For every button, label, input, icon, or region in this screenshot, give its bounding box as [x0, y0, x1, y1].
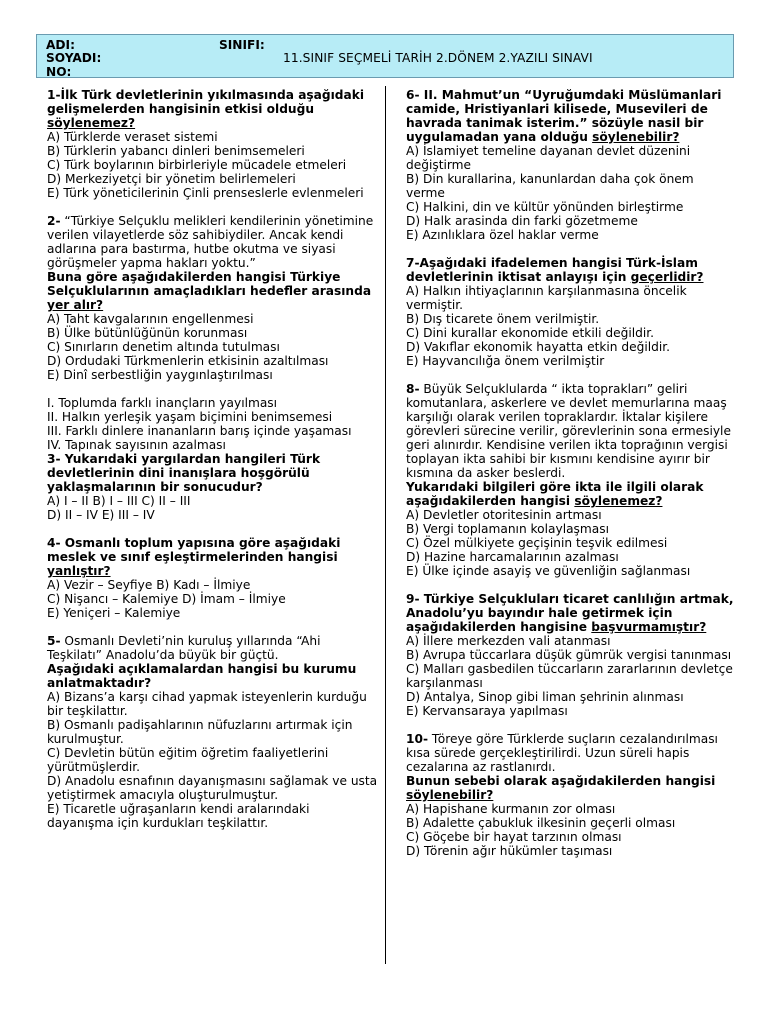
stem-text: 9- Türkiye Selçukluları ticaret canlılığın artmak, Anadolu’yu bayındır hale getirmek için aşağıdakilerden hangisine — [406, 592, 734, 634]
stem-emphasis: başvurmamıştır? — [591, 620, 707, 634]
option-e: E) Ticaretle uğraşanların kendi aralarındaki dayanışma için kurdukları teşkilattır. — [47, 802, 310, 830]
option-e: E) Ülke içinde asayiş ve güvenliğin sağlanması — [406, 564, 691, 578]
question-stem — [406, 88, 736, 144]
name-label: ADI: — [46, 38, 75, 52]
stem-text: Bunun sebebi olarak aşağıdakilerden hangisi — [406, 774, 716, 788]
options-row-2: C) Nişancı – Kalemiye D) İmam – İlmiye — [47, 592, 286, 606]
question-stem: 3- Yukarıdaki yargılardan hangileri Türk devletlerinin dini inanışlara hoşgörülü yaklaşmalarının bir sonucudur? — [47, 452, 321, 494]
question-stem — [406, 774, 736, 802]
stem-text: 6- II. Mahmut’un “Uyruğumdaki Müslümanlari camide, Hristiyanlari kilisede, Musevileri de havrada tanimak isterim.” sözüyle nasil bir uygulamadan yana olduğu — [406, 88, 722, 144]
option-a: A) Hapishane kurmanın zor olması — [406, 802, 616, 816]
statement-3: III. Farklı dinlere inananların barış içinde yaşaması — [47, 424, 352, 438]
options-row-1: A) Vezir – Seyfiye B) Kadı – İlmiye — [47, 578, 251, 592]
exam-title: 11.SINIF SEÇMELİ TARİH 2.DÖNEM 2.YAZILI SINAVI — [283, 51, 593, 65]
option-a: A) İslamiyet temeline dayanan devlet düzenini değiştirme — [406, 144, 691, 172]
option-c: C) Dini kurallar ekonomide etkili değildir. — [406, 326, 655, 340]
passage-text: “Türkiye Selçuklu melikleri kendilerinin yönetimine verilen vilayetlerde söz sahibiydiler. Ancak kendi adlarına para bastırma, hutbe okutma ve siyasi görüşmeler yapma hakları yoktu.” — [47, 214, 374, 270]
option-b: B) Ülke bütünlüğünün korunması — [47, 326, 248, 340]
statement-1: I. Toplumda farklı inançların yayılması — [47, 396, 278, 410]
question-6 — [406, 88, 736, 242]
option-a: A) Bizans’a karşı cihad yapmak isteyenlerin kurduğu bir teşkilattır. — [47, 690, 367, 718]
stem-text: 1-İlk Türk devletlerinin yıkılmasında aşağıdaki gelişmelerden hangisinin etkisi olduğu — [47, 88, 365, 116]
stem-text: Buna göre aşağıdakilerden hangisi Türkiye Selçuklularının amaçladıkları hedefler arasında — [47, 270, 372, 298]
stem-emphasis: söylenemez? — [47, 116, 136, 130]
question-stem — [406, 480, 736, 508]
passage-text: Töreye göre Türklerde suçların cezalandırılması kısa sürede gerçekleştirilirdi. Uzun süreli hapis cezalarına az rastlanırdı. — [406, 732, 718, 774]
class-label: SINIFI: — [219, 38, 265, 52]
question-passage — [47, 634, 379, 662]
question-passage — [406, 382, 736, 480]
option-b: B) Adalette çabukluk ilkesinin geçerli olması — [406, 816, 676, 830]
question-8 — [406, 382, 736, 578]
surname-label: SOYADI: — [46, 51, 102, 65]
stem-emphasis: söylenebilir? — [406, 788, 494, 802]
question-number: 2- — [47, 214, 61, 228]
question-number: 5- — [47, 634, 61, 648]
question-1 — [47, 88, 379, 200]
question-9 — [406, 592, 736, 718]
option-c: C) Özel mülkiyete geçişinin teşvik edilmesi — [406, 536, 668, 550]
option-c: C) Göçebe bir hayat tarzının olması — [406, 830, 622, 844]
option-a: A) Taht kavgalarının engellenmesi — [47, 312, 254, 326]
option-d: D) Ordudaki Türkmenlerin etkisinin azaltılması — [47, 354, 329, 368]
option-d: D) Hazine harcamalarının azalması — [406, 550, 619, 564]
option-c: C) Sınırların denetim altında tutulması — [47, 340, 280, 354]
stem-text: 7-Aşağıdaki ifadelemen hangisi Türk-İslam devletlerinin iktisat anlayışı için — [406, 256, 698, 284]
right-column — [406, 88, 736, 872]
passage-text: Büyük Selçuklularda “ ikta toprakları” geliri komutanlara, askerlere ve devlet memurlarına maaş karşılığı olarak verilen topraklardır. İktalar kişilere görevleri sürecine verilir, görevlerinin sona ermesiyle geri alınırdır. Kendisine verilen ikta toprağının vergisi toplayan ikta sahibi bir kısmını kendisine ayırır bir kısmına da asker beslerdi. — [406, 382, 731, 480]
option-d: D) Merkeziyetçi bir yönetim belirlemeleri — [47, 172, 296, 186]
option-b: B) Din kurallarina, kanunlardan daha çok önem verme — [406, 172, 694, 200]
option-a: A) Halkın ihtiyaçlarının karşılanmasına öncelik vermiştir. — [406, 284, 687, 312]
option-e: E) Azınlıklara özel haklar verme — [406, 228, 599, 242]
question-passage — [406, 732, 736, 774]
option-a: A) İllere merkezden vali atanması — [406, 634, 611, 648]
option-e: E) Dinî serbestliğin yaygınlaştırılması — [47, 368, 273, 382]
question-stem — [406, 592, 736, 634]
option-a: A) Devletler otoritesinin artması — [406, 508, 602, 522]
option-c: C) Halkini, din ve kültür yönünden birleştirme — [406, 200, 684, 214]
statement-2: II. Halkın yerleşik yaşam biçimini benimsemesi — [47, 410, 333, 424]
option-e: E) Hayvancılığa önem verilmiştir — [406, 354, 605, 368]
question-4 — [47, 536, 379, 620]
exam-header — [36, 34, 734, 78]
option-e: E) Türk yöneticilerinin Çinli prenseslerle evlenmeleri — [47, 186, 364, 200]
passage-text: Osmanlı Devleti’nin kuruluş yıllarında “Ahi Teşkilatı” Anadolu’da büyük bir güçtü. — [47, 634, 321, 662]
question-number: 10- — [406, 732, 429, 746]
left-column — [47, 88, 379, 844]
options-row-2: D) II – IV E) III – IV — [47, 508, 155, 522]
number-label: NO: — [46, 65, 72, 79]
option-c: C) Türk boylarının birbirleriyle mücadele etmeleri — [47, 158, 347, 172]
stem-emphasis: yer alır? — [47, 298, 104, 312]
option-b: B) Osmanlı padişahlarının nüfuzlarını artırmak için kurulmuştur. — [47, 718, 353, 746]
question-passage — [47, 214, 379, 270]
question-2 — [47, 214, 379, 382]
option-d: D) Anadolu esnafının dayanışmasını sağlamak ve usta yetiştirmek amacıyla oluşturulmuştur. — [47, 774, 378, 802]
option-c: C) Malları gasbedilen tüccarların zararlarının devletçe karşılanması — [406, 662, 733, 690]
question-stem — [47, 536, 379, 578]
question-10 — [406, 732, 736, 858]
stem-emphasis: yanlıştır? — [47, 564, 111, 578]
stem-emphasis: söylenebilir? — [592, 130, 680, 144]
question-stem — [47, 270, 379, 312]
stem-text: Yukarıdaki bilgileri göre ikta ile ilgili olarak aşağıdakilerden hangisi — [406, 480, 704, 508]
question-number: 8- — [406, 382, 420, 396]
question-3 — [47, 396, 379, 522]
stem-emphasis: söylenemez? — [574, 494, 663, 508]
option-d: D) Antalya, Sinop gibi liman şehrinin alınması — [406, 690, 684, 704]
stem-text: 4- Osmanlı toplum yapısına göre aşağıdaki meslek ve sınıf eşleştirmelerinden hangisi — [47, 536, 341, 564]
stem-emphasis: geçerlidir? — [630, 270, 704, 284]
option-b: B) Dış ticarete önem verilmiştir. — [406, 312, 600, 326]
question-5 — [47, 634, 379, 830]
option-b: B) Türklerin yabancı dinleri benimsemeleri — [47, 144, 305, 158]
option-c: C) Devletin bütün eğitim öğretim faaliyetlerini yürütmüşlerdir. — [47, 746, 329, 774]
option-b: B) Avrupa tüccarlara düşük gümrük vergisi tanınması — [406, 648, 732, 662]
question-stem: Aşağıdaki açıklamalardan hangisi bu kurumu anlatmaktadır? — [47, 662, 357, 690]
option-b: B) Vergi toplamanın kolaylaşması — [406, 522, 609, 536]
option-d: D) Vakıflar ekonomik hayatta etkin değildir. — [406, 340, 671, 354]
option-d: D) Törenin ağır hükümler taşıması — [406, 844, 613, 858]
question-7 — [406, 256, 736, 368]
option-a: A) Türklerde veraset sistemi — [47, 130, 218, 144]
column-divider — [385, 86, 386, 964]
question-stem — [47, 88, 379, 130]
option-e: E) Kervansaraya yapılması — [406, 704, 568, 718]
options-row-1: A) I – II B) I – III C) II – III — [47, 494, 191, 508]
options-row-3: E) Yeniçeri – Kalemiye — [47, 606, 181, 620]
option-d: D) Halk arasinda din farki gözetmeme — [406, 214, 638, 228]
statement-4: IV. Tapınak sayısının azalması — [47, 438, 226, 452]
question-stem — [406, 256, 736, 284]
